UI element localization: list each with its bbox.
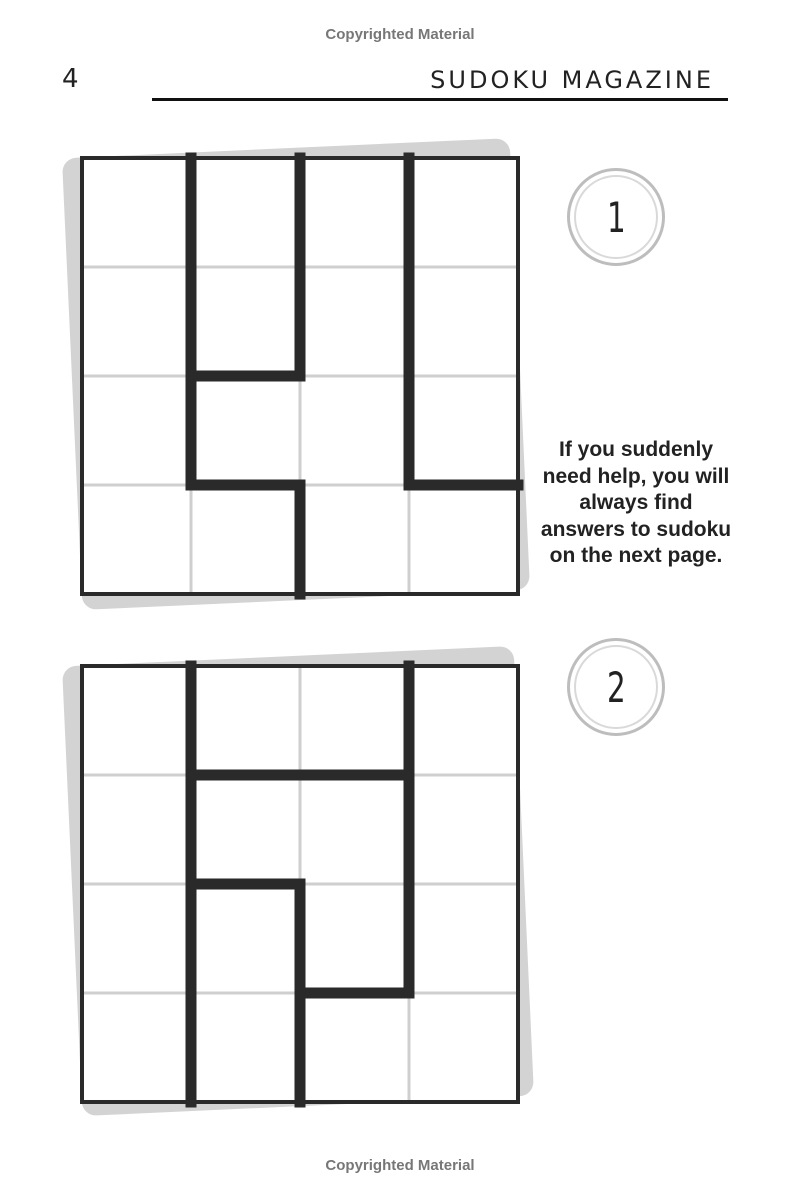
grid-cell[interactable] — [191, 267, 300, 376]
grid-cell[interactable] — [300, 267, 409, 376]
puzzle-2-grid — [80, 664, 520, 1104]
grid-cell[interactable] — [300, 775, 409, 884]
grid-cell[interactable] — [191, 666, 300, 775]
grid-cell[interactable] — [409, 884, 518, 993]
grid-cell[interactable] — [82, 666, 191, 775]
grid-cell[interactable] — [300, 158, 409, 267]
grid-cell[interactable] — [409, 993, 518, 1102]
grid-cell[interactable] — [409, 376, 518, 485]
grid-cell[interactable] — [409, 485, 518, 594]
puzzle-2-number-badge — [567, 638, 665, 736]
grid-cell[interactable] — [191, 158, 300, 267]
puzzle-1-number-badge — [567, 168, 665, 266]
copyright-top: Copyrighted Material — [325, 26, 475, 43]
help-text: If you suddenly need help, you will always find answers to sudoku on the next page. — [540, 438, 732, 567]
grid-cell[interactable] — [409, 775, 518, 884]
grid-cell[interactable] — [300, 993, 409, 1102]
grid-cell[interactable] — [409, 666, 518, 775]
grid-cell[interactable] — [300, 376, 409, 485]
grid-cell[interactable] — [300, 485, 409, 594]
grid-cell[interactable] — [409, 267, 518, 376]
grid-cell[interactable] — [82, 775, 191, 884]
page-number: 4 — [62, 64, 79, 94]
grid-cell[interactable] — [82, 376, 191, 485]
copyright-bottom: Copyrighted Material — [325, 1157, 475, 1174]
grid-cell[interactable] — [191, 376, 300, 485]
puzzle-1-number: 1 — [606, 192, 626, 242]
grid-cell[interactable] — [191, 485, 300, 594]
grid-cell[interactable] — [82, 993, 191, 1102]
grid-cell[interactable] — [82, 884, 191, 993]
grid-cell[interactable] — [191, 775, 300, 884]
header-rule — [152, 98, 728, 101]
grid-cell[interactable] — [82, 267, 191, 376]
grid-cell[interactable] — [191, 884, 300, 993]
grid-cell[interactable] — [300, 884, 409, 993]
grid-cell[interactable] — [82, 158, 191, 267]
grid-cell[interactable] — [409, 158, 518, 267]
magazine-title: SUDOKU MAGAZINE — [430, 66, 714, 94]
grid-cell[interactable] — [300, 666, 409, 775]
grid-cell[interactable] — [82, 485, 191, 594]
puzzle-1-grid — [80, 156, 520, 596]
puzzle-2-number: 2 — [606, 662, 626, 712]
grid-cell[interactable] — [191, 993, 300, 1102]
